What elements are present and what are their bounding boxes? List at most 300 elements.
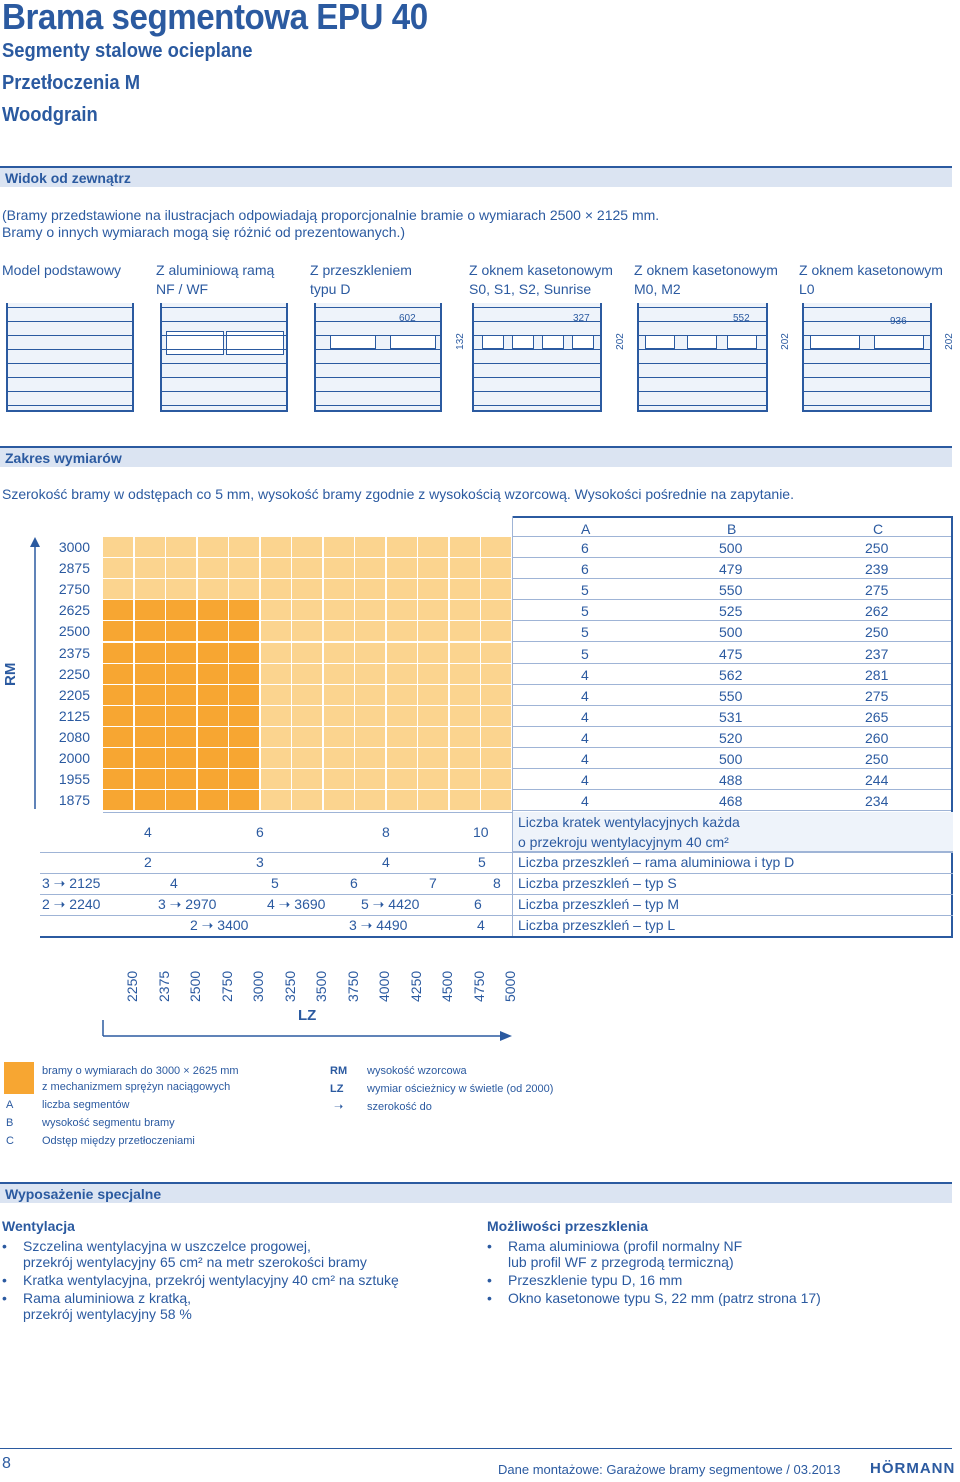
grid-cell [135,621,166,642]
grid-cell [198,558,229,579]
door-alu [160,303,288,412]
grid-cell [418,600,449,621]
section-bar-range: Zakres wymiarów [0,446,952,467]
header-a: A [581,521,591,537]
legend-text: z mechanizmem sprężyn naciągowych [42,1081,231,1093]
grid-cell [229,664,260,685]
grid-cell [324,706,355,727]
table-cell: 250 [865,751,889,767]
grid-cell [418,537,449,558]
grid-cell [324,621,355,642]
grid-cell [103,706,134,727]
door-segment-line [162,377,286,378]
grid-cell [324,664,355,685]
grid-cell [166,600,197,621]
alu-val: 4 [382,854,390,870]
m-val: 2 ➝ 2240 [42,896,101,912]
m-val: 4 ➝ 3690 [267,896,326,912]
lz-value: 4250 [407,970,424,1002]
grid-cell [229,579,260,600]
door-segment-line [804,349,930,350]
grid-cell [324,769,355,790]
dim-936: 936 [890,316,907,327]
grid-cell [103,579,134,600]
table-cell: 4 [581,793,589,810]
vent-title: Wentylacja [2,1218,75,1234]
door-segment-line [162,335,286,336]
lz-value: 2250 [124,970,140,1002]
grid-cell [292,748,323,769]
footer-text: Dane montażowe: Garażowe bramy segmentowe / 03.2013 [498,1462,841,1477]
s-val: 5 [271,875,279,891]
glazing-title: Możliwości przeszklenia [487,1218,649,1234]
grid-cell [450,706,481,727]
grid-cell [261,748,292,769]
vent-val: 8 [382,824,390,840]
door-segment-line [162,405,286,406]
grid-cell [103,685,134,706]
grid-cell [324,600,355,621]
table-cell: 275 [865,687,889,704]
grid-cell [418,748,449,769]
grid-cell [103,537,134,558]
grid-cell [387,600,418,621]
rm-value: 2750 [58,581,90,598]
table-cell: 250 [865,624,889,641]
rm-value: 2500 [58,623,90,640]
table-cell: 265 [865,708,889,725]
dim-202a: 202 [614,333,626,350]
rm-value: 2875 [58,560,90,577]
grid-cell [292,643,323,664]
grid-cell [261,685,292,706]
vent-val: 4 [144,824,152,840]
door-segment-line [8,321,132,322]
grid-cell [198,685,229,706]
grid-cell [450,537,481,558]
model-label-s: Z oknem kasetonowym S0, S1, S2, Sunrise [469,262,613,297]
grid-cell [450,579,481,600]
grid-cell [292,727,323,748]
grid-cell [135,685,166,706]
grid-cell [481,706,512,727]
grid-cell [229,748,260,769]
vent-label: o przekroju wentylacyjnym 40 cm² [518,834,729,850]
grid-cell [166,769,197,790]
door-segment-line [162,363,286,364]
s-label: Liczba przeszkleń – typ S [518,875,677,891]
grid-cell [135,769,166,790]
grid-cell [135,579,166,600]
table-cell: 262 [865,603,889,620]
grid-cell [103,600,134,621]
grid-cell [103,664,134,685]
table-cell: 6 [581,561,589,578]
legend-key: LZ [330,1083,344,1095]
grid-cell [135,600,166,621]
grid-cell [166,790,197,811]
grid-cell [324,685,355,706]
brand-logo: HÖRMANN [870,1460,956,1477]
grid-cell [261,537,292,558]
window [512,335,534,349]
grid-cell [103,748,134,769]
door-segment-line [8,391,132,392]
table-cell: 520 [719,729,743,746]
grid-cell [450,685,481,706]
l-val: 3 ➝ 4490 [349,917,408,933]
rm-value: 2080 [58,728,90,745]
door-segment-line [639,363,766,364]
model-label-l: Z oknem kasetonowym L0 [799,262,943,297]
grid-cell [324,643,355,664]
grid-cell [229,769,260,790]
grid-cell [355,685,386,706]
grid-cell [355,558,386,579]
table-cell: 475 [719,645,743,662]
door-l [802,303,932,412]
legend-key: C [6,1135,14,1147]
table-cell: 531 [719,708,743,725]
m-val: 5 ➝ 4420 [361,896,420,912]
dim-602: 602 [399,313,416,324]
lz-value: 4000 [376,970,392,1002]
window [390,335,436,349]
table-cell: 4 [581,687,589,704]
list-item: • Szczelina wentylacyjna w uszczelce progowej, przekrój wentylacyjny 65 cm² na metr szerokości bramy [2,1238,462,1270]
grid-cell [292,685,323,706]
grid-cell [135,558,166,579]
dim-132: 132 [454,333,466,350]
grid-cell [292,769,323,790]
grid-cell [481,600,512,621]
legend-key: A [6,1099,14,1111]
grid-cell [229,600,260,621]
grid-cell [481,769,512,790]
table-cell: 6 [581,540,589,556]
alu-val: 2 [144,854,152,870]
list-item: • Okno kasetonowe typu S, 22 mm (patrz strona 17) [487,1290,957,1306]
header-c: C [873,521,884,537]
grid-cell [418,558,449,579]
grid-cell [229,790,260,811]
door-segment-line [474,377,600,378]
subtitle-2: Przetłoczenia M [2,72,141,94]
grid-cell [450,748,481,769]
grid-cell [292,706,323,727]
grid-cell [229,537,260,558]
grid-cell [481,579,512,600]
door-segment-line [162,321,286,322]
page-title: Brama segmentowa EPU 40 [2,0,428,37]
door-segment-line [804,335,930,336]
grid-cell [387,643,418,664]
grid-cell [387,685,418,706]
door-segment-line [804,307,930,308]
grid-cell [261,643,292,664]
grid-cell [355,790,386,811]
legend-swatch [4,1062,34,1094]
grid-cell [387,727,418,748]
door-segment-line [8,405,132,406]
page-number: 8 [2,1455,11,1472]
rm-axis [28,537,42,817]
grid-cell [292,558,323,579]
grid-cell [355,643,386,664]
m-val: 6 [474,896,482,912]
grid-cell [103,621,134,642]
grid-cell [229,643,260,664]
grid-cell [261,727,292,748]
m-label: Liczba przeszkleń – typ M [518,896,680,912]
table-cell: 4 [581,666,589,683]
door-segment-line [8,349,132,350]
lz-value: 2750 [218,970,235,1002]
grid-cell [166,558,197,579]
grid-cell [355,727,386,748]
door-segment-line [162,307,286,308]
legend-key: RM [330,1065,348,1077]
door-segment-line [316,377,440,378]
l-val: 4 [477,917,485,933]
door-segment-line [474,363,600,364]
grid-cell [198,579,229,600]
grid-cell [261,621,292,642]
grid-cell [103,790,134,811]
grid-cell [418,790,449,811]
table-cell: 5 [581,624,589,641]
grid-cell [166,685,197,706]
table-cell: 550 [719,582,743,599]
lz-value: 2500 [187,970,203,1002]
table-cell: 260 [865,729,889,746]
grid-cell [324,790,355,811]
table-cell: 250 [865,540,889,556]
table-cell: 237 [865,645,889,662]
legend-text: liczba segmentów [42,1099,130,1111]
grid-cell [198,706,229,727]
door-segment-line [804,391,930,392]
grid-cell [166,643,197,664]
grid-cell [135,643,166,664]
door-segment-line [316,405,440,406]
table-cell: 479 [719,561,743,578]
rm-value: 3000 [58,539,90,555]
lz-value: 3250 [281,970,298,1002]
outside-note-1: (Bramy przedstawione na ilustracjach odpowiadają proporcjonalnie bramie o wymiarach 2500 × 2125 mm. [2,207,660,223]
table-cell: 525 [719,603,743,620]
lz-value: 3000 [250,970,266,1002]
door-segment-line [8,377,132,378]
table-cell: 4 [581,708,589,725]
grid-cell [198,600,229,621]
section-bar-equipment: Wyposażenie specjalne [0,1182,952,1203]
table-cell: 500 [719,624,743,641]
alu-val: 3 [256,854,264,870]
grid-cell [418,621,449,642]
legend-text: wymiar ościeżnicy w świetle (od 2000) [367,1083,554,1095]
rm-value: 1955 [58,771,90,788]
door-segment-line [639,377,766,378]
l-val: 2 ➝ 3400 [190,917,249,933]
grid-cell [261,706,292,727]
rm-value: 1875 [58,792,90,809]
rm-label: RM [2,662,19,686]
door-segment-line [316,391,440,392]
grid-cell [166,706,197,727]
grid-cell [292,790,323,811]
door-segment-line [8,307,132,308]
grid-cell [387,769,418,790]
list-item: • Rama aluminiowa z kratką, przekrój wentylacyjny 58 % [2,1290,462,1322]
grid-cell [450,621,481,642]
grid-cell [387,621,418,642]
grid-cell [481,664,512,685]
grid-cell [418,685,449,706]
vent-label: Liczba kratek wentylacyjnych każda [518,814,740,830]
grid-cell [292,664,323,685]
grid-cell [481,558,512,579]
table-cell: 562 [719,666,743,683]
glazing-list [487,1238,957,1308]
legend-text: Odstęp między przetłoczeniami [42,1135,195,1147]
grid-cell [229,621,260,642]
grid-cell [103,643,134,664]
window [727,335,757,349]
dim-327: 327 [573,313,590,324]
table-cell: 239 [865,561,889,578]
legend-key: B [6,1117,14,1129]
grid-cell [166,748,197,769]
s-val: 4 [170,875,178,891]
door-segment-line [639,405,766,406]
grid-cell [450,600,481,621]
grid-cell [261,579,292,600]
model-label-m: Z oknem kasetonowym M0, M2 [634,262,778,297]
grid-cell [418,769,449,790]
door-segment-line [804,405,930,406]
grid-cell [324,748,355,769]
table-cell: 500 [719,540,743,556]
rm-value: 2250 [58,665,90,682]
grid-cell [481,537,512,558]
table-cell: 5 [581,645,589,662]
legend-text: wysokość segmentu bramy [42,1117,175,1129]
grid-cell [198,621,229,642]
table-cell: 468 [719,793,743,810]
rm-value: 2125 [58,707,90,724]
grid-cell [450,769,481,790]
list-item: • Rama aluminiowa (profil normalny NF lub profil WF z przegrodą termiczną) [487,1238,957,1270]
table-cell: 281 [865,666,889,683]
grid-cell [324,558,355,579]
lz-value: 4500 [439,970,455,1002]
table-cell: 4 [581,772,589,789]
door-segment-line [8,363,132,364]
m-val: 3 ➝ 2970 [158,896,217,912]
rm-value: 2375 [58,644,90,661]
grid-cell [324,579,355,600]
door-segment-line [474,405,600,406]
arrow-icon: ➝ [334,1101,344,1113]
door-segment-line [316,321,440,322]
door-segment-line [639,335,766,336]
grid-cell [450,643,481,664]
door-segment-line [804,363,930,364]
grid-cell [198,748,229,769]
table-cell: 5 [581,603,589,620]
grid-cell [261,600,292,621]
grid-cell [481,685,512,706]
lz-value: 2375 [155,970,172,1002]
dim-202c: 202 [943,333,955,350]
grid-cell [166,621,197,642]
door-segment-line [316,335,440,336]
grid-cell [418,643,449,664]
door-segment-line [474,307,600,308]
grid-cell [198,727,229,748]
alu-label: Liczba przeszkleń – rama aluminiowa i typ D [518,854,795,870]
legend-text: wysokość wzorcowa [367,1065,467,1077]
table-cell: 500 [719,751,743,767]
grid-cell [418,664,449,685]
vent-val: 10 [473,824,489,840]
grid-cell [292,579,323,600]
window [810,335,860,349]
grid-cell [355,579,386,600]
grid-cell [387,664,418,685]
section-bar-outside: Widok od zewnątrz [0,166,952,187]
window [542,335,564,349]
door-segment-line [474,349,600,350]
vent-list [2,1238,462,1324]
range-note: Szerokość bramy w odstępach co 5 mm, wysokość bramy zgodnie z wysokością wzorcową. Wysokości pośrednie na zapytanie. [2,486,794,502]
window [572,335,594,349]
grid-cell [135,727,166,748]
dim-552: 552 [733,313,750,324]
door-segment-line [316,349,440,350]
grid-cell [198,790,229,811]
grid-cell [292,621,323,642]
subtitle-3: Woodgrain [2,104,98,126]
grid-cell [261,558,292,579]
grid-cell [103,769,134,790]
grid-cell [324,537,355,558]
table-cell: 488 [719,772,743,789]
grid-cell [135,790,166,811]
grid-cell [481,790,512,811]
grid-cell [450,558,481,579]
grid-cell [418,727,449,748]
grid-cell [355,748,386,769]
grid-cell [229,685,260,706]
grid-cell [198,664,229,685]
model-label-alu: Z aluminiową ramą NF / WF [156,262,275,297]
door-segment-line [8,335,132,336]
grid-cell [103,727,134,748]
grid-cell [355,706,386,727]
grid-cell [261,664,292,685]
grid-cell [387,579,418,600]
grid-cell [450,727,481,748]
grid-cell [261,769,292,790]
grid-cell [418,579,449,600]
grid-cell [355,664,386,685]
door-segment-line [316,307,440,308]
table-cell: 275 [865,582,889,599]
grid-cell [355,621,386,642]
lz-label: LZ [298,1007,317,1024]
